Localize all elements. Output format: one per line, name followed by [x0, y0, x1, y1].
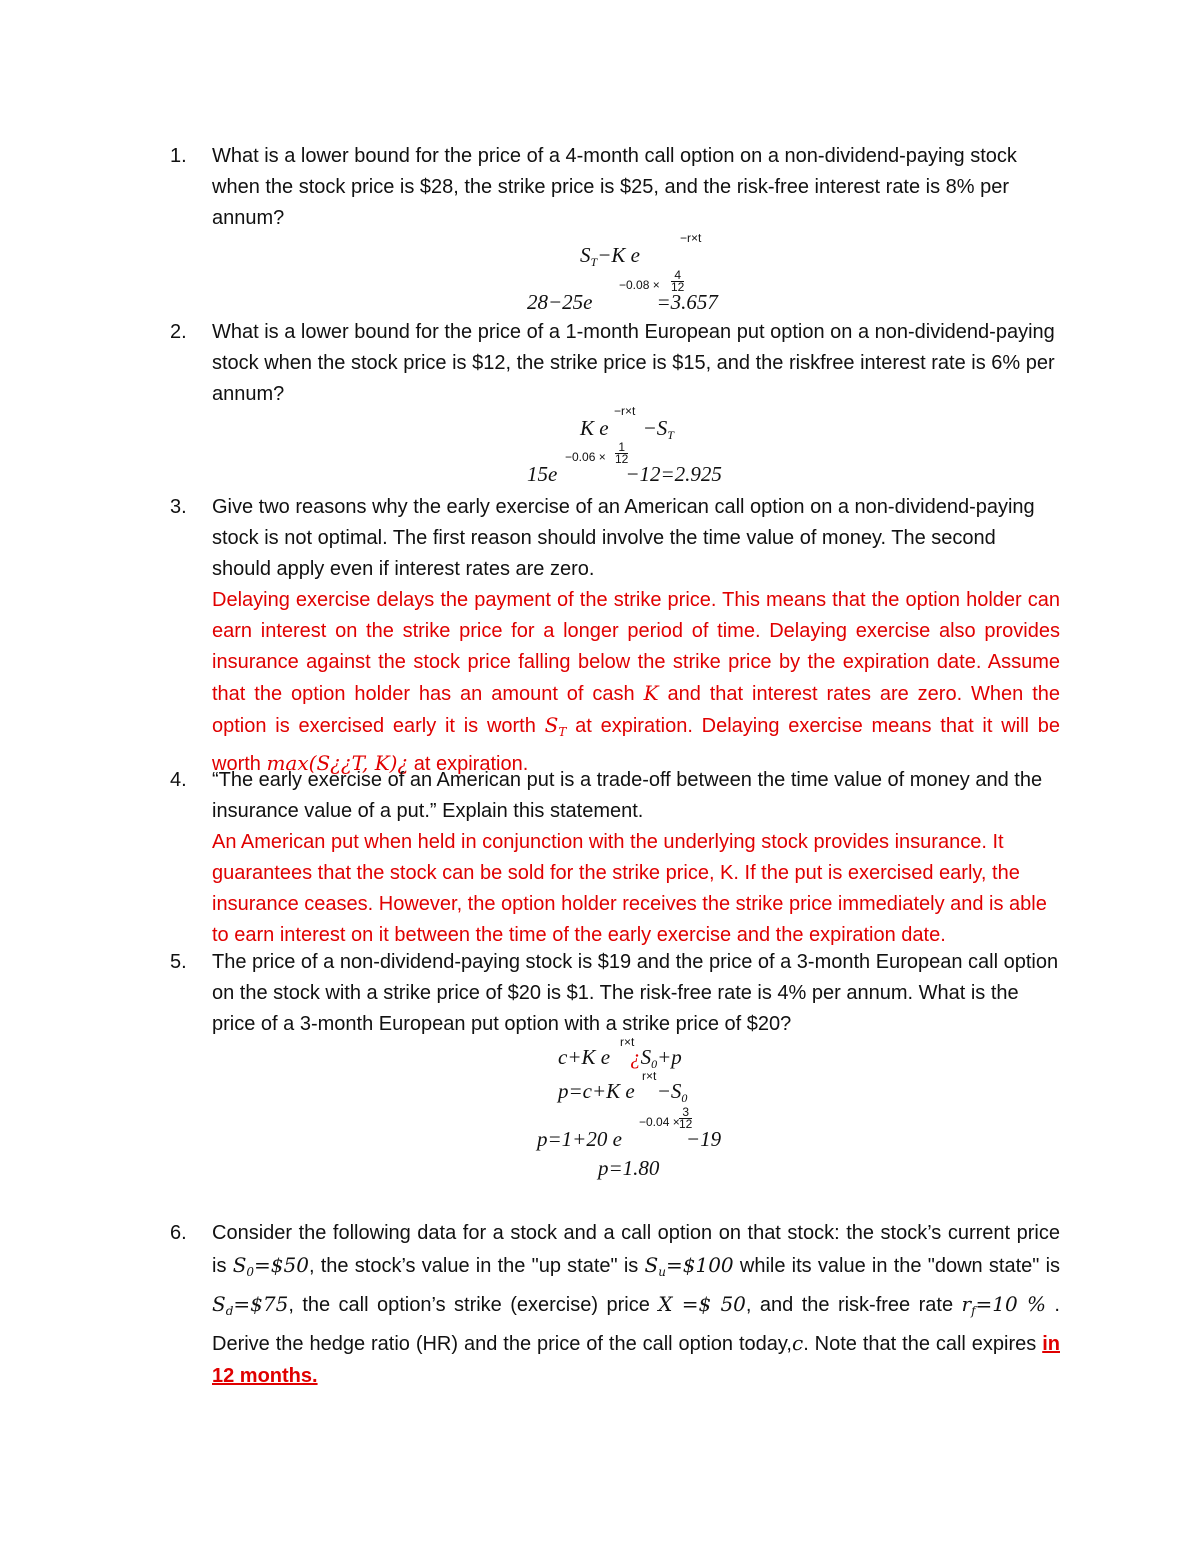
q5-fraction: $\frac{3}{12}$	[679, 1105, 693, 1131]
question-6	[170, 1217, 1060, 1392]
q5-line-2: p=c+K $e -S_0$ r×t	[558, 1069, 688, 1105]
q5-line-3: p=1+20 e −19 −0.04 × $\frac{3}{12}$	[537, 1105, 722, 1151]
question-text: What is a lower bound for the price of a 4-month call option on a non-dividend-paying stock when the stock price is $28, the strike price is $25, and the risk-free interest rate is 8% per annum?	[212, 145, 1017, 229]
question-number: 1.	[170, 145, 187, 167]
question-number: 2.	[170, 321, 187, 343]
question-2	[170, 317, 1060, 410]
q2-calculation: 15e −12=2.925 −0.06 × $\frac{1}{12}$	[527, 440, 722, 486]
question-number: 4.	[170, 769, 187, 791]
q1-calculation: 28−25e =3.657 −0.08 × $\frac{4}{12}$	[527, 268, 718, 314]
question-3	[170, 492, 1060, 780]
question-text: What is a lower bound for the price of a 1-month European put option on a non-dividend-paying stock when the stock price is $12, the strike price is $15, and the riskfree interest rate is 6% per annum?	[212, 321, 1055, 405]
q2-fraction: $\frac{1}{12}$	[615, 440, 629, 466]
answer-3: Delaying exercise delays the payment of the strike price. This means that the option holder can earn interest on the strike price for a longer period of time. Delaying exercise also provides insurance against the stock price falling below the strike price by the expiration date. Assume that the option holder has an amount of cash K and that interest rates are zero. When the option is exercised early it is worth $S_T$ at expiration. Delaying exercise means that it will be worth max(S¿¿T, K)¿ at expiration.	[212, 589, 1061, 775]
question-text: “The early exercise of an American put is a trade-off between the time value of money and the insurance value of a put.” Explain this statement. An American put when held in conjunction with the underlying stock provides insurance. It guarantees that the stock can be sold for the strike price, K. If the put is exercised early, the insurance ceases. However, the option holder receives the strike price immediately and is able to earn interest on it between the time of the early exercise and the expiration date.	[212, 765, 1060, 951]
question-4	[170, 765, 1060, 951]
highlighted-deadline: in 12 months.	[212, 1333, 1060, 1387]
q5-line-1: c+K e ¿$S_0+p$ r×t	[558, 1035, 682, 1071]
question-number: 5.	[170, 951, 187, 973]
question-text: Give two reasons why the early exercise of an American call option on a non-dividend-paying stock is not optimal. The first reason should involve the time value of money. The second should apply even if interest rates are zero. Delaying exercise delays the payment of the strike price. This means that the option holder can earn interest on the strike price for a longer period of time. Delaying exercise also provides insurance against the stock price falling below the strike price by the expiration date. Assume that the option holder has an amount of cash K and that interest rates are zero. When the option is exercised early it is worth $S_T$ at expiration. Delaying exercise means that it will be worth max(S¿¿T, K)¿ at expiration.	[212, 492, 1060, 780]
question-number: 3.	[170, 496, 187, 518]
question-5	[170, 947, 1060, 1040]
q5-line-4: p=1.80	[598, 1156, 660, 1180]
question-1	[170, 141, 1060, 234]
answer-4: An American put when held in conjunction with the underlying stock provides insurance. It guarantees that the stock can be sold for the strike price, K. If the put is exercised early, the insurance ceases. However, the option holder receives the strike price immediately and is able to earn interest on it between the time of the early exercise and the expiration date.	[212, 831, 1047, 946]
question-text: The price of a non-dividend-paying stock is $19 and the price of a 3-month European call option on the stock with a strike price of $20 is $1. The risk-free rate is 4% per annum. What is the price of a 3-month European put option with a strike price of $20?	[212, 951, 1059, 1035]
q1-formula: $S_T-K$ e −r×t	[580, 231, 702, 269]
question-text: Consider the following data for a stock and a call option on that stock: the stock’s current price is $S_0=\$50$, the stock’s value in the "up state" is $S_u=\$100$ while its value in the "down state" is $S_d=\$75$, the call option’s strike (exercise) price X =$ 50, and the risk-free rate $r_f=10$ % . Derive the hedge ratio (HR) and the price of the call option today,c. Note that the call expires in 12 months.	[212, 1222, 1061, 1387]
question-number: 6.	[170, 1222, 187, 1244]
q1-fraction: $\frac{4}{12}$	[671, 268, 685, 294]
q2-formula: K $e -S_T$ −r×t	[580, 404, 674, 442]
